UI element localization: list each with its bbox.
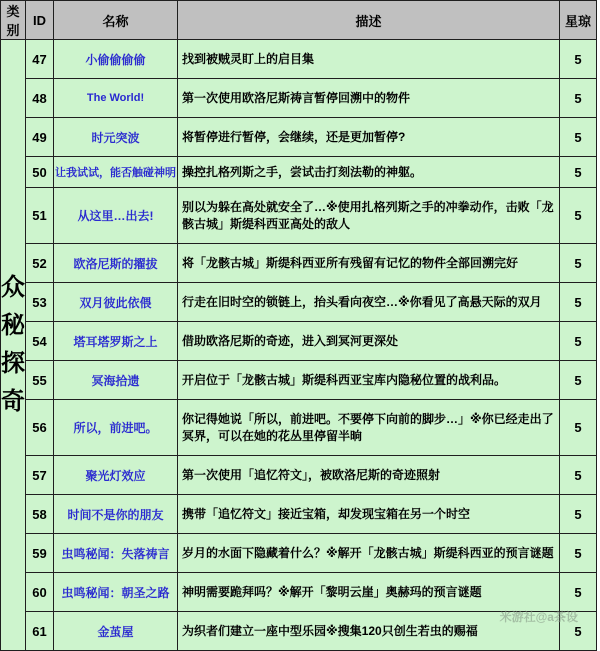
id-cell: 57 [26, 456, 54, 495]
reward-cell: 5 [560, 495, 597, 534]
achievement-row [1, 79, 597, 118]
header-id: ID [26, 1, 54, 40]
achievement-row [1, 40, 597, 79]
description-cell: 开启位于「龙骸古城」斯缇科西亚宝库内隐秘位置的战利品。 [178, 361, 560, 400]
achievement-row [1, 244, 597, 283]
name-cell: 双月彼此依偎 [54, 283, 178, 322]
id-cell: 47 [26, 40, 54, 79]
description-cell: 行走在旧时空的锁链上，抬头看向夜空…※你看见了高悬天际的双月 [178, 283, 560, 322]
achievement-row [1, 612, 597, 651]
name-cell: 小偷偷偷偷 [54, 40, 178, 79]
reward-cell: 5 [560, 322, 597, 361]
name-cell: The World! [54, 79, 178, 118]
reward-cell: 5 [560, 283, 597, 322]
reward-cell: 5 [560, 40, 597, 79]
achievement-row [1, 573, 597, 612]
id-cell: 56 [26, 400, 54, 456]
description-cell: 第一次使用欧洛尼斯祷言暂停回溯中的物件 [178, 79, 560, 118]
achievement-row [1, 157, 597, 188]
achievement-row [1, 534, 597, 573]
reward-cell: 5 [560, 157, 597, 188]
header-name: 名称 [54, 1, 178, 40]
reward-cell: 5 [560, 79, 597, 118]
id-cell: 59 [26, 534, 54, 573]
name-cell: 虫鸣秘闻：朝圣之路 [54, 573, 178, 612]
achievement-row [1, 361, 597, 400]
reward-cell: 5 [560, 118, 597, 157]
reward-cell: 5 [560, 400, 597, 456]
category-char: 探 [1, 350, 25, 377]
description-cell: 借助欧洛尼斯的奇迹，进入到冥河更深处 [178, 322, 560, 361]
category-char: 奇 [1, 388, 25, 415]
id-cell: 50 [26, 157, 54, 188]
achievement-row [1, 322, 597, 361]
id-cell: 49 [26, 118, 54, 157]
description-cell: 为织者们建立一座中型乐园※搜集120只创生若虫的赐福 [178, 612, 560, 651]
name-cell: 聚光灯效应 [54, 456, 178, 495]
achievement-row [1, 188, 597, 244]
name-cell: 冥海拾遗 [54, 361, 178, 400]
id-cell: 58 [26, 495, 54, 534]
description-cell: 将「龙骸古城」斯缇科西亚所有残留有记忆的物件全部回溯完好 [178, 244, 560, 283]
description-cell: 携带「追忆符文」接近宝箱，却发现宝箱在另一个时空 [178, 495, 560, 534]
description-cell: 将暂停进行暂停，会继续，还是更加暂停? [178, 118, 560, 157]
id-cell: 53 [26, 283, 54, 322]
category-char: 众 [1, 274, 25, 301]
description-cell: 找到被贼灵盯上的启目集 [178, 40, 560, 79]
description-cell: 岁月的水面下隐藏着什么？※解开「龙骸古城」斯缇科西亚的预言谜题 [178, 534, 560, 573]
name-cell: 虫鸣秘闻：失落祷言 [54, 534, 178, 573]
achievement-row [1, 118, 597, 157]
name-cell: 从这里…出去! [54, 188, 178, 244]
id-cell: 52 [26, 244, 54, 283]
header-category: 类别 [1, 1, 26, 40]
achievement-row [1, 456, 597, 495]
header-reward: 星琼 [560, 1, 597, 40]
id-cell: 51 [26, 188, 54, 244]
category-cell [1, 40, 26, 651]
reward-cell: 5 [560, 361, 597, 400]
id-cell: 55 [26, 361, 54, 400]
name-cell: 让我试试，能否触碰神明 [54, 157, 178, 188]
reward-cell: 5 [560, 456, 597, 495]
achievement-row [1, 283, 597, 322]
name-cell: 时元突波 [54, 118, 178, 157]
reward-cell: 5 [560, 244, 597, 283]
id-cell: 54 [26, 322, 54, 361]
description-cell: 别以为躲在高处就安全了…※使用扎格列斯之手的冲拳动作，击败「龙骸古城」斯缇科西亚高处的敌人 [178, 188, 560, 244]
description-cell: 第一次使用「追忆符文」，被欧洛尼斯的奇迹照射 [178, 456, 560, 495]
reward-cell: 5 [560, 573, 597, 612]
name-cell: 金茧屋 [54, 612, 178, 651]
reward-cell: 5 [560, 188, 597, 244]
name-cell: 欧洛尼斯的擢拔 [54, 244, 178, 283]
category-char: 秘 [1, 312, 25, 339]
reward-cell: 5 [560, 534, 597, 573]
id-cell: 60 [26, 573, 54, 612]
description-cell: 你记得她说「所以，前进吧。不要停下向前的脚步…」※你已经走出了冥界，可以在她的花丛里停留半晌 [178, 400, 560, 456]
description-cell: 神明需要跪拜吗？※解开「黎明云崖」奥赫玛的预言谜题 [178, 573, 560, 612]
name-cell: 塔耳塔罗斯之上 [54, 322, 178, 361]
achievement-row [1, 495, 597, 534]
id-cell: 61 [26, 612, 54, 651]
header-description: 描述 [178, 1, 560, 40]
name-cell: 所以，前进吧。 [54, 400, 178, 456]
description-cell: 操控扎格列斯之手，尝试击打刻法勒的神躯。 [178, 157, 560, 188]
name-cell: 时间不是你的朋友 [54, 495, 178, 534]
id-cell: 48 [26, 79, 54, 118]
header-row [1, 1, 597, 40]
watermark: 米游社@a茶设 [499, 610, 578, 624]
achievement-row [1, 400, 597, 456]
reward-cell: 5 [560, 612, 597, 651]
